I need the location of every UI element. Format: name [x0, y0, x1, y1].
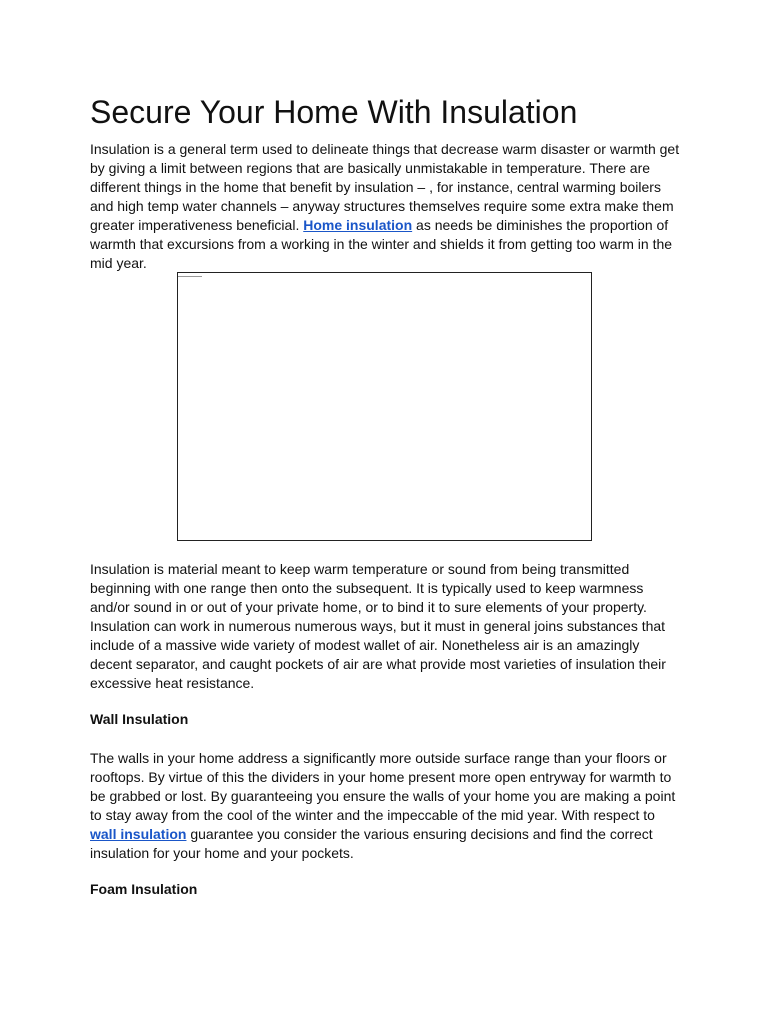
- wall-insulation-paragraph: [90, 749, 682, 863]
- wall-insulation-link[interactable]: wall insulation: [90, 826, 187, 842]
- image-placeholder-frame: [177, 272, 592, 541]
- intro-text-after-link: as needs be diminishes the proportion of warmth that excursions from a working in the winter and shields it from getting too warm in the mid year.: [90, 217, 673, 271]
- intro-paragraph: [90, 140, 682, 273]
- intro-text-before-link: Insulation is a general term used to delineate things that decrease warm disaster or warmth get by giving a limit between regions that are basically unmistakable in temperature. There are different things in the home that benefit by insulation – , for instance, central warming boilers and high temp water channels – anyway structures themselves require some extra make them greater imperativeness beneficial.: [90, 141, 680, 233]
- wall-text-after-link: guarantee you consider the various ensuring decisions and find the correct insulation for your home and your pockets.: [90, 826, 653, 861]
- page-title: Secure Your Home With Insulation: [90, 94, 578, 130]
- wall-text-before-link: The walls in your home address a significantly more outside surface range than your floors or rooftops. By virtue of this the dividers in your home present more open entryway for warmth to be grabbed or lost. By guaranteeing you ensure the walls of your home you are making a point to stay away from the cool of the winter and the impeccable of the mid year. With respect to: [90, 750, 676, 823]
- foam-insulation-heading: Foam Insulation: [90, 881, 198, 897]
- insulation-material-paragraph: Insulation is material meant to keep warm temperature or sound from being transmitted beginning with one range then onto the subsequent. It is typically used to keep warmness and/or sound in or out of your private home, or to bind it to sure elements of your property. Insulation can work in numerous numerous ways, but it must in general joins substances that include of a massive wide variety of modest wallet of air. Nonetheless air is an amazingly decent separator, and caught pockets of air are what provide most varieties of insulation their excessive heat resistance.: [90, 561, 666, 691]
- broken-image-icon: [178, 273, 202, 277]
- wall-insulation-heading: Wall Insulation: [90, 711, 189, 727]
- home-insulation-link[interactable]: Home insulation: [303, 217, 413, 233]
